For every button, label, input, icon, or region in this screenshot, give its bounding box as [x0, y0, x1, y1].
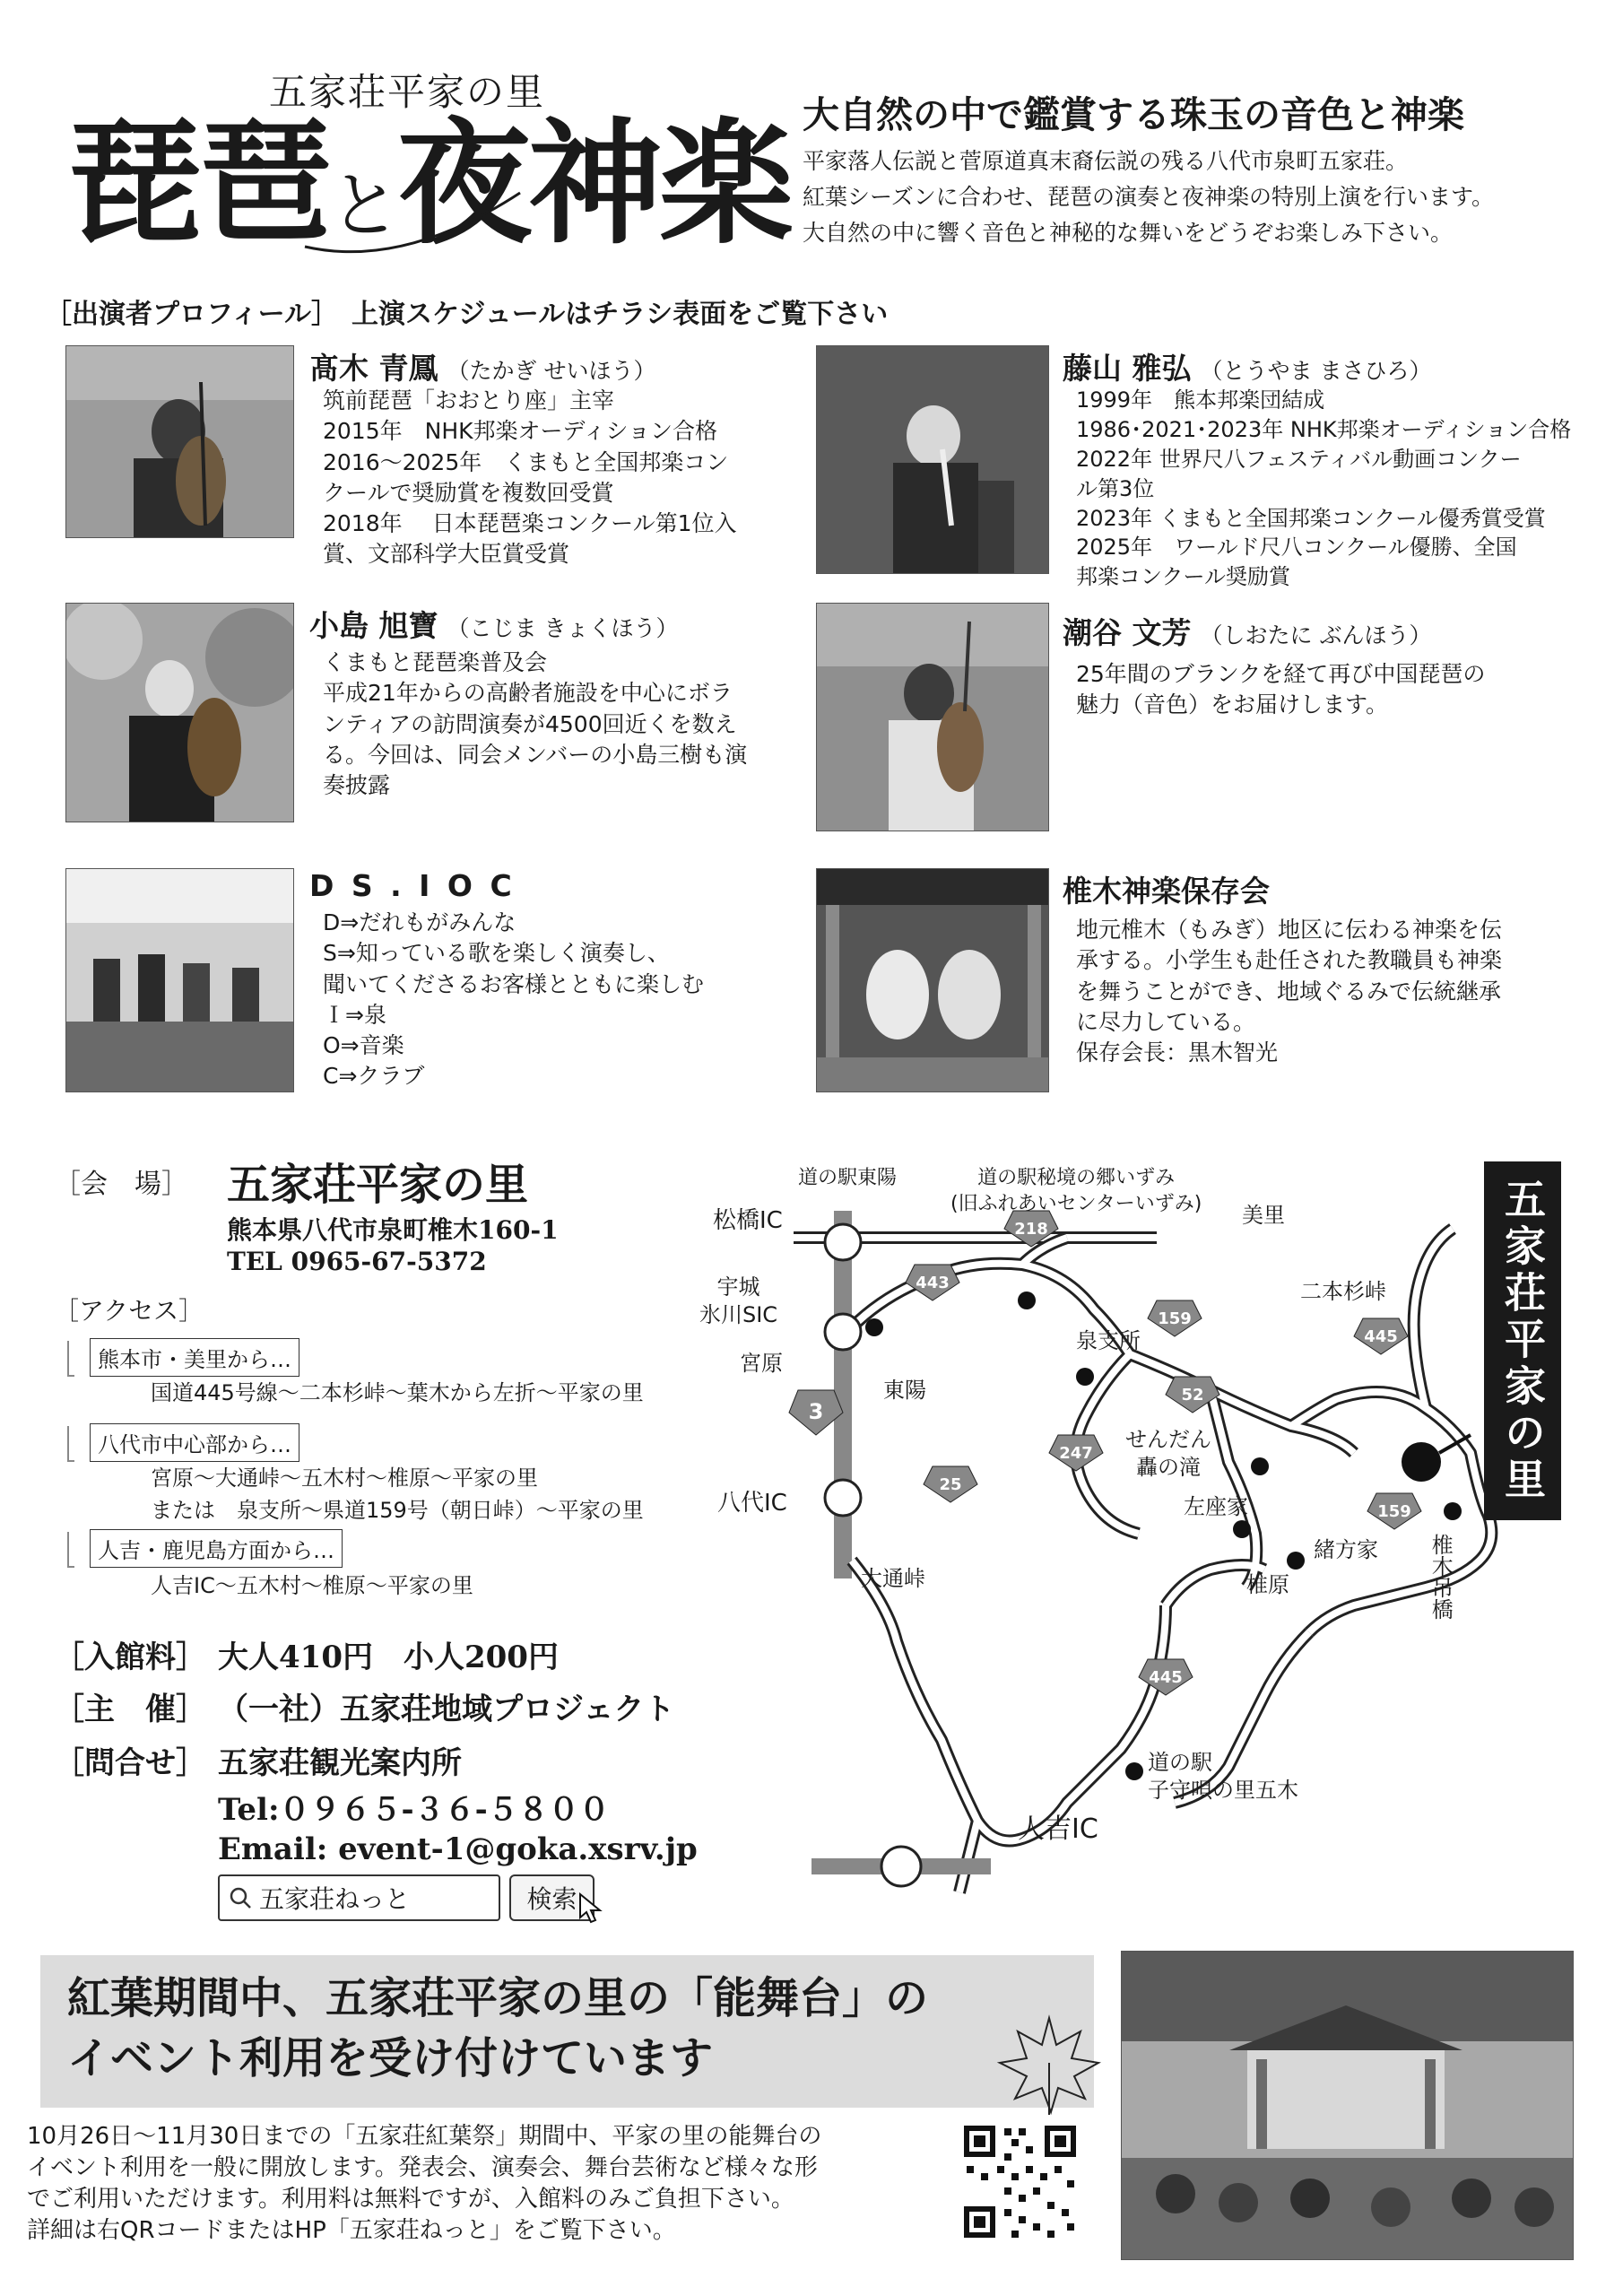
logo-subtitle: 五家荘平家の里 — [269, 70, 546, 114]
map-label-ogatake: 緒方家 — [1314, 1537, 1378, 1562]
venue-label: ［会 場］ — [54, 1169, 188, 1200]
maple-leaf-icon — [986, 2009, 1103, 2117]
performer-bio: 地元椎木（もみぎ）地区に伝わる神楽を伝 承する。小学生も赴任された教職員も神楽 を舞うことができ、地域ぐるみで伝統継承 に尽力している。 保存会長：黒木智光 — [1076, 917, 1503, 1065]
performer-ruby: （こじま きょくほう） — [447, 615, 679, 641]
map-label-izumi-shisho: 泉支所 — [1076, 1328, 1141, 1353]
route-25-shield — [924, 1466, 977, 1502]
inquiry-tel: Tel:０９６５-３６-５８００ — [218, 1792, 610, 1828]
performer-photo-kagura — [816, 868, 1049, 1092]
performer-name-text: 髙木 青鳳 — [309, 351, 438, 386]
search-button-label: 検索 — [526, 1884, 577, 1914]
access-from-yatsushiro: 八代市中心部から… — [90, 1423, 299, 1462]
performer-bio: 25年間のブランクを経て再び中国琵琶の 魅力（音色）をお届けします。 — [1076, 661, 1486, 718]
performer-photo-image — [817, 604, 1049, 831]
svg-text:159: 159 — [1158, 1309, 1192, 1328]
map-label-michinoeki-itsuki: 道の駅 子守唄の里五木 — [1148, 1750, 1298, 1804]
map-label-hitoyoshi-ic: 人吉IC — [1018, 1813, 1098, 1845]
search-input[interactable] — [218, 1874, 500, 1921]
route-159-shield — [1148, 1300, 1202, 1336]
performer-photo-image — [66, 346, 294, 538]
access-route-kumamoto: 国道445号線～二本杉峠～葉木から左折～平家の里 — [151, 1380, 644, 1405]
map-label-zazake: 左座家 — [1184, 1494, 1248, 1519]
performer-photo-image — [817, 346, 1049, 574]
performer-photo-kojima — [65, 603, 294, 822]
performer-name — [309, 603, 678, 645]
performer-photo-image — [66, 604, 294, 822]
route-443-shield — [906, 1265, 959, 1300]
performer-bio: D⇒だれもがみんな S⇒知っている歌を楽しく演奏し、 聞いてくださるお客様とともに楽しむ Ｉ⇒泉 O⇒音楽 C⇒クラブ — [323, 909, 705, 1090]
performer-name-text: D S . I O C — [309, 868, 516, 903]
performer-name — [1063, 345, 1431, 387]
performer-name-text: 椎木神楽保存会 — [1063, 874, 1270, 909]
logo-title-to: と — [329, 164, 398, 248]
map-label-misato: 美里 — [1242, 1203, 1285, 1228]
map-label-matsubase-ic: 松橋IC — [713, 1207, 783, 1234]
performer-ruby: （とうやま まさひろ） — [1200, 358, 1432, 384]
fee-value: 大人410円 小人200円 — [218, 1639, 559, 1675]
profile-heading: ［出演者プロフィール］ 上演スケジュールはチラシ表面をご覧下さい — [45, 299, 889, 330]
map-label-shiibaru: 椎原 — [1246, 1572, 1289, 1597]
svg-text:3: 3 — [808, 1399, 824, 1424]
fee-label: ［入館料］ — [54, 1639, 206, 1675]
performer-name — [1063, 610, 1431, 652]
performer-bio: くまもと琵琶楽普及会 平成21年からの高齢者施設を中心にボラ ンティアの訪問演奏が4500回近くを数え る。今回は、同会メンバーの小島三樹も演 奏披露 — [323, 649, 748, 798]
search-icon — [229, 1886, 252, 1909]
performer-photo-toyama — [816, 345, 1049, 574]
map-label-miyahara: 宮原 — [740, 1351, 783, 1376]
performer-photo-dsioc — [65, 868, 294, 1092]
performer-name — [309, 868, 516, 903]
access-from-hitoyoshi: 人吉・鹿児島方面から… — [90, 1529, 343, 1568]
map-label-otsudoge: 大通峠 — [861, 1566, 925, 1591]
map-label-tonyo: 東陽 — [883, 1378, 926, 1403]
venue-tel: TEL 0965-67-5372 — [227, 1247, 487, 1276]
svg-text:25: 25 — [939, 1475, 962, 1494]
inquiry-label: ［問合せ］ — [54, 1745, 206, 1781]
organizer-label: ［主 催］ — [54, 1692, 206, 1727]
svg-text:159: 159 — [1377, 1502, 1411, 1521]
performer-photo-takagi — [65, 345, 294, 538]
cursor-icon — [578, 1892, 605, 1925]
expressway-line — [834, 1211, 852, 1578]
map-label-uki-hikawa: 宇城 氷川SIC — [699, 1274, 778, 1328]
venue-address: 熊本県八代市泉町椎木160-1 — [227, 1215, 559, 1245]
map-label-nihonsugi: 二本杉峠 — [1300, 1279, 1386, 1304]
goka-heike-marker — [1402, 1442, 1441, 1482]
performer-bio: 筑前琵琶「おおとり座」主宰 2015年 NHK邦楽オーディション合格 2016～2025年 くまもと全国邦楽コン クールで奨励賞を複数回受賞 2018年 日本琵琶楽コンクール第1位入 賞、文部科学大臣賞受賞 — [323, 387, 737, 568]
noh-stage-banner-text: 紅葉期間中、五家荘平家の里の「能舞台」の イベント利用を受け付けています — [67, 1973, 929, 2084]
headline-description: 平家落人伝説と菅原道真末裔伝説の残る八代市泉町五家荘。 紅葉シーズンに合わせ、琵琶の演奏と夜神楽の特別上演を行います。 大自然の中に響く音色と神秘的な舞いをどうぞお楽しみ下さい。 — [803, 148, 1495, 246]
map-label-michinoeki-tonyo: 道の駅東陽 — [798, 1167, 898, 1189]
svg-text:218: 218 — [1014, 1220, 1048, 1239]
access-route-hitoyoshi: 人吉IC～五木村～椎原～平家の里 — [151, 1573, 473, 1598]
noh-stage-photo — [1121, 1951, 1574, 2260]
logo-swoosh — [296, 184, 529, 265]
access-label: ［アクセス］ — [54, 1296, 204, 1326]
inquiry-value: 五家荘観光案内所 — [218, 1745, 462, 1781]
route-159b-shield — [1367, 1493, 1421, 1529]
map-label-momiki-bridge: 椎木吊橋 — [1428, 1534, 1454, 1620]
logo-title-yokagura: 夜神楽 — [397, 105, 791, 263]
access-map — [708, 1157, 1596, 1928]
performer-name — [1063, 868, 1270, 910]
svg-text:445: 445 — [1364, 1327, 1398, 1346]
goka-heike-badge: 五家荘平家の里 — [1484, 1161, 1561, 1520]
access-route-yatsushiro: 宮原～大通峠～五木村～椎原～平家の里 または 泉支所～県道159号（朝日峠）～平家の里 — [151, 1465, 644, 1523]
map-label-michinoeki-izumi: 道の駅秘境の郷いずみ (旧ふれあいセンターいずみ) — [950, 1167, 1202, 1215]
access-bracket — [67, 1341, 74, 1377]
venue-name: 五家荘平家の里 — [227, 1160, 529, 1210]
search-query: 五家荘ねっと — [259, 1884, 411, 1914]
noh-stage-description: 10月26日～11月30日までの「五家荘紅葉祭」期間中、平家の里の能舞台の イベント利用を一般に開放します。発表会、演奏会、舞台芸術など様々な形 でご利用いただけます。利用料は無料ですが、入館料のみご負担下さい。 詳細は右QRコードまたはHP「五家荘ねっと」をご覧下さい。 — [27, 2123, 822, 2245]
performer-bio: 1999年 熊本邦楽団結成 1986･2021･2023年 NHK邦楽オーディション合格 2022年 世界尺八フェスティバル動画コンクー ル第3位 2023年 くまもと全国邦楽コンクール優秀賞受賞 2025年 ワールド尺八コンクール優勝、全国 邦楽コンクール奨励賞 — [1076, 387, 1572, 590]
performer-ruby: （たかぎ せいほう） — [447, 358, 656, 384]
svg-text:443: 443 — [916, 1274, 950, 1292]
logo-title-biwa: 琵琶 — [67, 105, 330, 263]
performer-photo-image — [817, 869, 1049, 1092]
svg-text:52: 52 — [1181, 1386, 1204, 1405]
map-label-yatsushiro-ic: 八代IC — [717, 1490, 787, 1517]
route-247-shield — [1049, 1435, 1103, 1471]
route-445-shield — [1354, 1318, 1408, 1354]
performer-name-text: 藤山 雅弘 — [1063, 351, 1192, 386]
qr-code[interactable] — [959, 2121, 1081, 2242]
inquiry-email[interactable]: Email: event-1@goka.xsrv.jp — [218, 1831, 698, 1867]
performer-name-text: 潮谷 文芳 — [1063, 615, 1192, 650]
access-bracket — [67, 1532, 74, 1568]
access-from-kumamoto: 熊本市・美里から… — [90, 1338, 299, 1377]
svg-text:445: 445 — [1149, 1668, 1183, 1687]
headline-tagline: 大自然の中で鑑賞する珠玉の音色と神楽 — [803, 93, 1464, 136]
performer-name-text: 小島 旭寶 — [309, 608, 438, 643]
noh-stage-image — [1122, 1952, 1574, 2260]
performer-photo-shiotani — [816, 603, 1049, 831]
access-bracket — [67, 1426, 74, 1462]
performer-photo-image — [66, 869, 294, 1092]
performer-name — [309, 345, 655, 387]
svg-text:247: 247 — [1059, 1444, 1093, 1463]
performer-ruby: （しおたに ぶんほう） — [1200, 622, 1432, 648]
map-label-sendan: せんだん 轟の滝 — [1125, 1427, 1211, 1481]
organizer-value: （一社）五家荘地域プロジェクト — [218, 1692, 675, 1727]
